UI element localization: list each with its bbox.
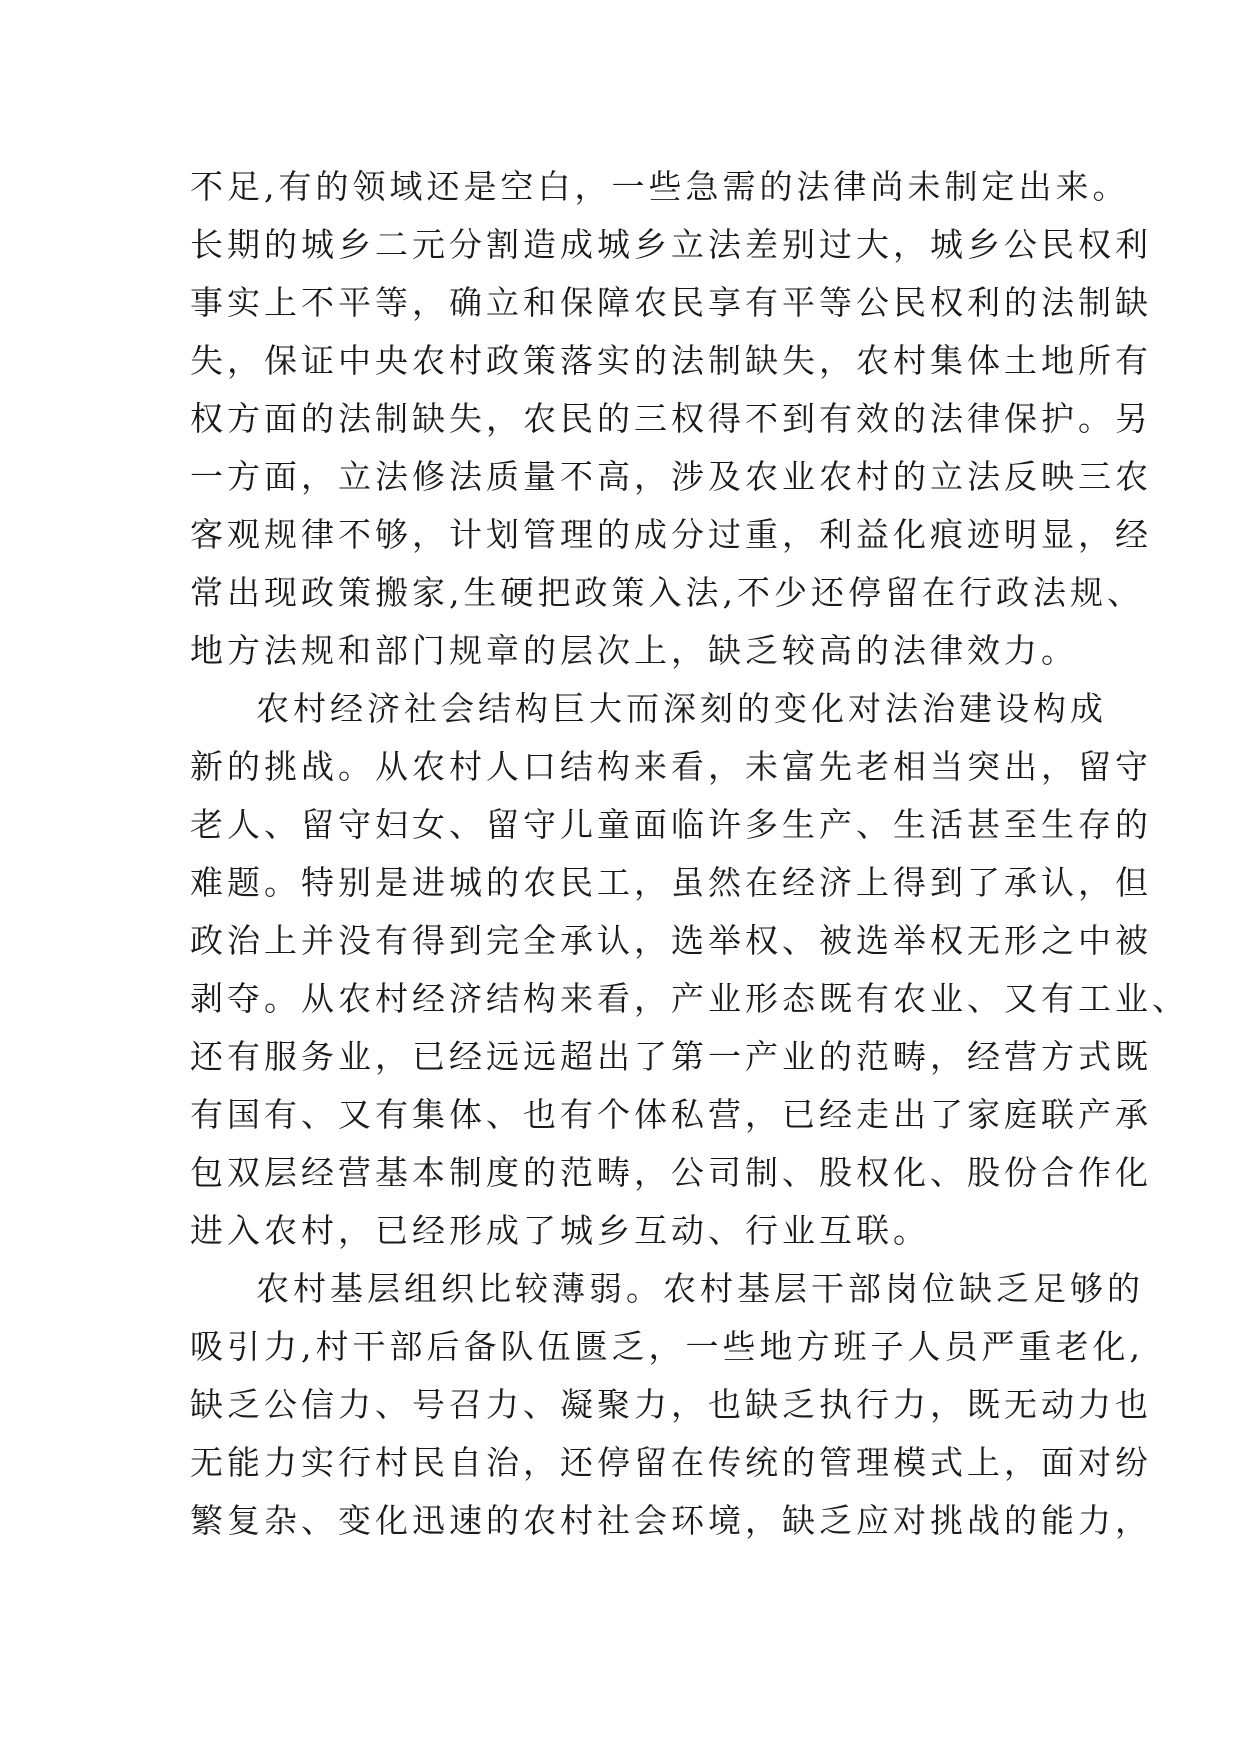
text-line: 新的挑战。从农村人口结构来看，未富先老相当突出，留守: [190, 747, 1152, 786]
text-line: 常出现政策搬家,生硬把政策入法,不少还停留在行政法规、: [190, 573, 1144, 612]
paragraph-start-line: 农村基层组织比较薄弱。农村基层干部岗位缺乏足够的: [256, 1269, 1144, 1308]
text-line: 难题。特别是进城的农民工，虽然在经济上得到了承认，但: [190, 863, 1152, 902]
text-line: 老人、留守妇女、留守儿童面临许多生产、生活甚至生存的: [190, 805, 1152, 844]
paragraph-start-line: 农村经济社会结构巨大而深刻的变化对法治建设构成: [256, 689, 1107, 728]
text-line: 剥夺。从农村经济结构来看，产业形态既有农业、又有工业、: [190, 979, 1189, 1018]
text-line: 政治上并没有得到完全承认，选举权、被选举权无形之中被: [190, 921, 1152, 960]
text-line: 缺乏公信力、号召力、凝聚力，也缺乏执行力，既无动力也: [190, 1385, 1152, 1424]
text-line: 吸引力,村干部后备队伍匮乏，一些地方班子人员严重老化,: [190, 1327, 1144, 1366]
text-line: 长期的城乡二元分割造成城乡立法差别过大，城乡公民权利: [190, 225, 1152, 264]
text-line: 有国有、又有集体、也有个体私营，已经走出了家庭联产承: [190, 1095, 1152, 1134]
text-line: 包双层经营基本制度的范畴，公司制、股权化、股份合作化: [190, 1153, 1152, 1192]
text-line: 事实上不平等，确立和保障农民享有平等公民权利的法制缺: [190, 283, 1152, 322]
text-line: 繁复杂、变化迅速的农村社会环境，缺乏应对挑战的能力，: [190, 1501, 1152, 1540]
text-line: 权方面的法制缺失，农民的三权得不到有效的法律保护。另: [190, 399, 1152, 438]
text-line: 无能力实行村民自治，还停留在传统的管理模式上，面对纷: [190, 1443, 1152, 1482]
text-line: 进入农村，已经形成了城乡互动、行业互联。: [190, 1211, 930, 1250]
text-line: 失，保证中央农村政策落实的法制缺失，农村集体土地所有: [190, 341, 1152, 380]
text-line: 一方面，立法修法质量不高，涉及农业农村的立法反映三农: [190, 457, 1152, 496]
text-line: 不足,有的领域还是空白，一些急需的法律尚未制定出来。: [190, 167, 1130, 206]
text-line: 地方法规和部门规章的层次上，缺乏较高的法律效力。: [190, 631, 1078, 670]
body-text: [190, 158, 1189, 1550]
text-line: 还有服务业，已经远远超出了第一产业的范畴，经营方式既: [190, 1037, 1152, 1076]
text-line: 客观规律不够，计划管理的成分过重，利益化痕迹明显，经: [190, 515, 1152, 554]
